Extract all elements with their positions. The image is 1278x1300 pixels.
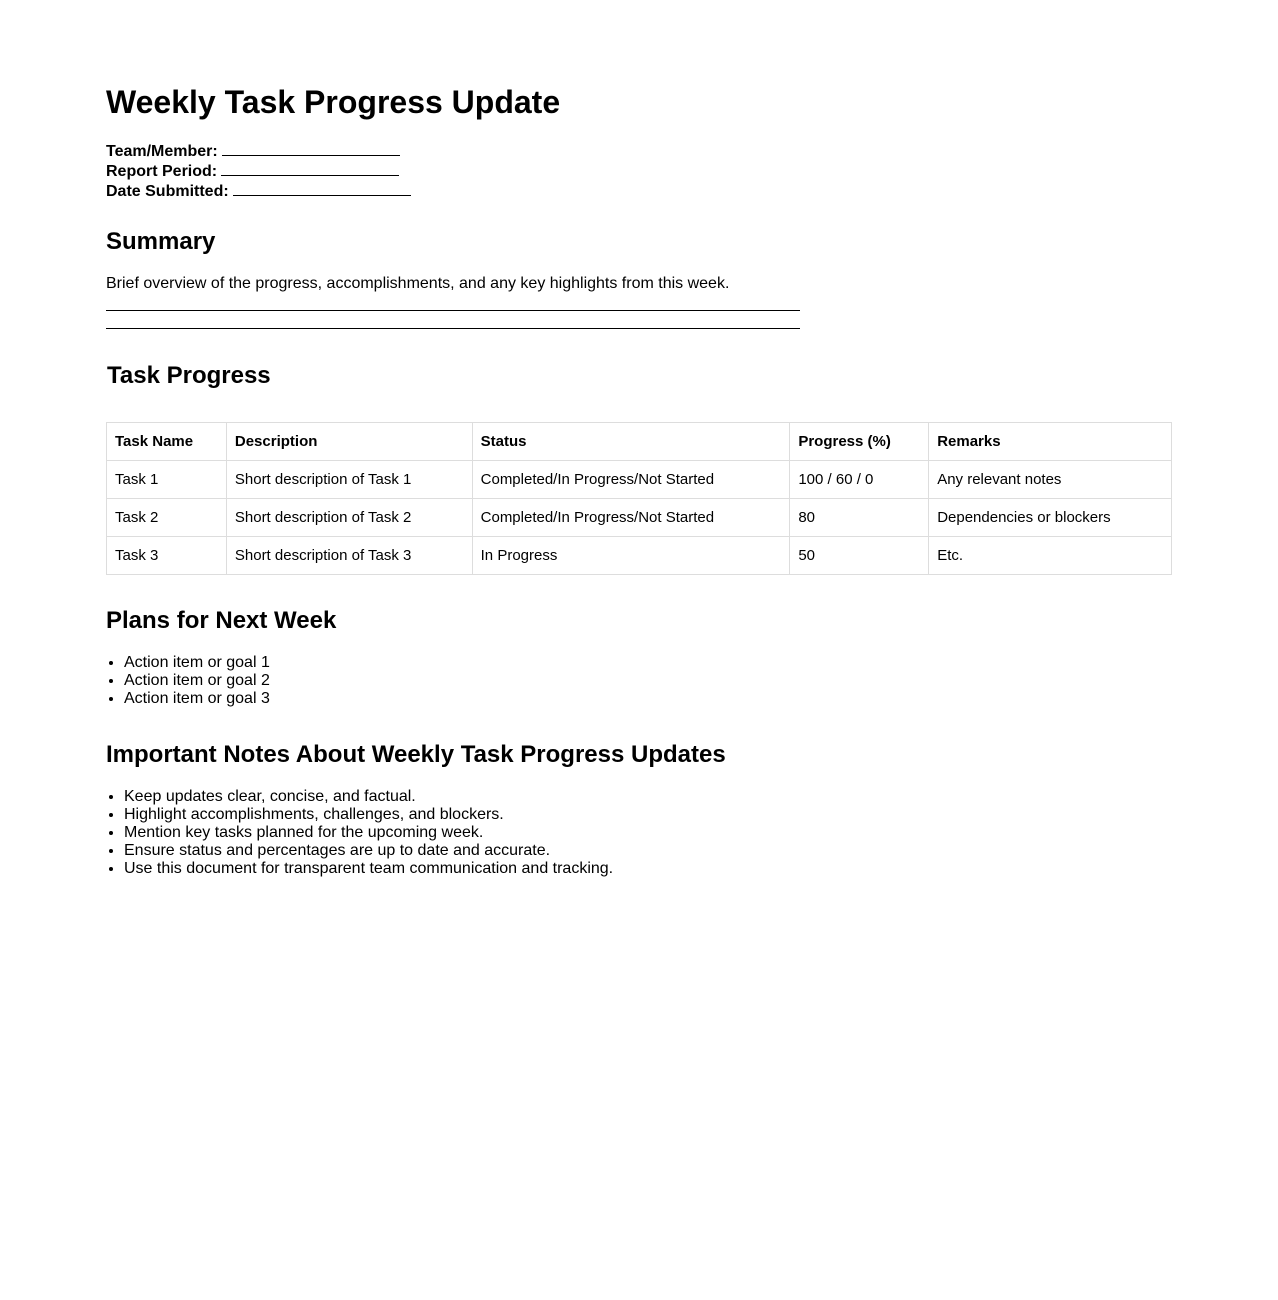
column-header-description: Description — [226, 423, 472, 461]
column-header-status: Status — [472, 423, 790, 461]
team-member-label: Team/Member: — [106, 143, 218, 160]
cell-progress: 50 — [790, 537, 929, 575]
report-period-blank — [221, 161, 399, 176]
list-item: • Action item or goal 1 — [124, 654, 270, 672]
plans-list — [106, 654, 270, 708]
cell-remarks: Dependencies or blockers — [929, 499, 1172, 537]
plans-heading: Plans for Next Week — [106, 607, 337, 634]
column-header-task-name: Task Name — [107, 423, 227, 461]
table-row — [107, 461, 1172, 499]
meta-fields — [106, 141, 411, 201]
list-item: • Use this document for transparent team communication and tracking. — [124, 860, 613, 878]
report-period-label: Report Period: — [106, 163, 218, 180]
cell-description: Short description of Task 1 — [226, 461, 472, 499]
list-item: • Action item or goal 3 — [124, 690, 270, 708]
summary-blank-line-1 — [106, 310, 800, 311]
notes-heading: Important Notes About Weekly Task Progress Updates — [106, 741, 726, 768]
cell-status: Completed/In Progress/Not Started — [472, 461, 790, 499]
date-submitted-field — [106, 181, 411, 201]
team-member-field — [106, 141, 411, 161]
cell-task-name: Task 2 — [107, 499, 227, 537]
table-row — [107, 537, 1172, 575]
page-title: Weekly Task Progress Update — [106, 84, 561, 120]
cell-progress: 100 / 60 / 0 — [790, 461, 929, 499]
date-submitted-blank — [233, 181, 411, 196]
list-item: • Action item or goal 2 — [124, 672, 270, 690]
column-header-progress: Progress (%) — [790, 423, 929, 461]
task-progress-table — [106, 422, 1172, 575]
cell-remarks: Etc. — [929, 537, 1172, 575]
cell-description: Short description of Task 3 — [226, 537, 472, 575]
list-item: • Highlight accomplishments, challenges, and blockers. — [124, 806, 613, 824]
notes-list — [106, 788, 613, 878]
list-item: • Keep updates clear, concise, and factual. — [124, 788, 613, 806]
list-item: • Ensure status and percentages are up to date and accurate. — [124, 842, 613, 860]
cell-status: In Progress — [472, 537, 790, 575]
table-row — [107, 499, 1172, 537]
cell-status: Completed/In Progress/Not Started — [472, 499, 790, 537]
cell-progress: 80 — [790, 499, 929, 537]
task-progress-heading: Task Progress — [107, 362, 271, 389]
team-member-blank — [222, 141, 400, 156]
summary-heading: Summary — [106, 228, 216, 255]
table-header-row — [107, 423, 1172, 461]
cell-description: Short description of Task 2 — [226, 499, 472, 537]
cell-task-name: Task 1 — [107, 461, 227, 499]
cell-remarks: Any relevant notes — [929, 461, 1172, 499]
column-header-remarks: Remarks — [929, 423, 1172, 461]
date-submitted-label: Date Submitted: — [106, 183, 229, 200]
report-period-field — [106, 161, 411, 181]
summary-text: Brief overview of the progress, accomplishments, and any key highlights from this week. — [106, 275, 730, 292]
summary-blank-line-2 — [106, 328, 800, 329]
list-item: • Mention key tasks planned for the upcoming week. — [124, 824, 613, 842]
cell-task-name: Task 3 — [107, 537, 227, 575]
